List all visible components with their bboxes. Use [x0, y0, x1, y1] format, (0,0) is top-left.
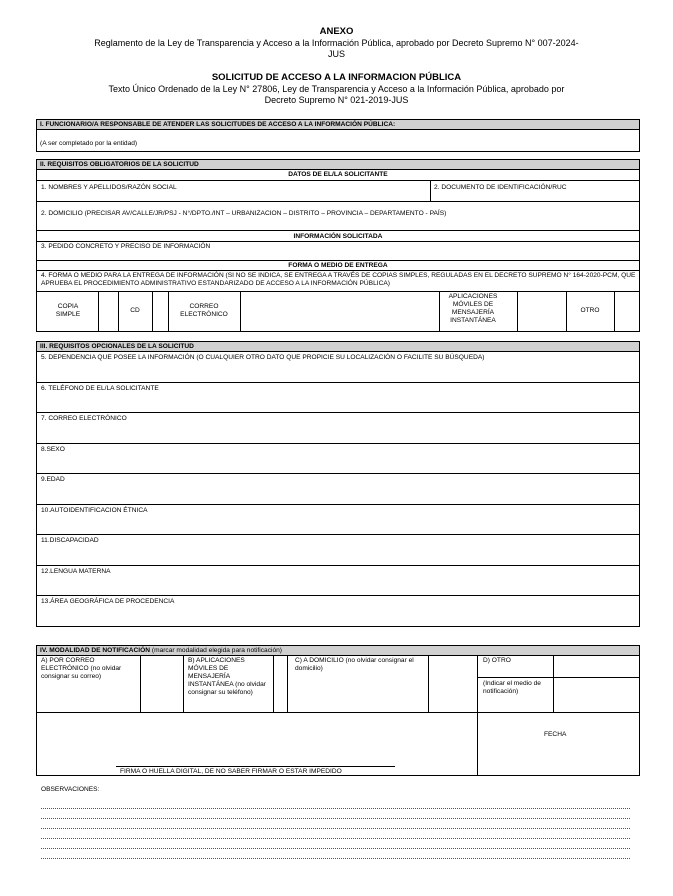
notify-other-field[interactable]	[554, 678, 639, 712]
geographic-area-field[interactable]	[37, 596, 639, 626]
delivery-method-label: 4. FORMA O MEDIO PARA LA ENTREGA DE INFORMACIÓN (SI NO SE INDICA, SE ENTREGA A TRAVÉS DE COPIAS SIMPLES, REGULADAS EN EL DECRETO SUPREMO N° 164-2020-PCM, QUE APRUEBA EL PROCEDIMIENTO ADMINISTRATIVO ESTANDARIZADO DE ACCESO A LA INFORMACIÓN PÚBLICA)	[41, 272, 636, 287]
sex-field[interactable]	[37, 444, 639, 473]
option-other-checkbox[interactable]	[615, 292, 639, 332]
age-field[interactable]	[37, 474, 639, 504]
address-field[interactable]	[37, 202, 639, 230]
request-title: SOLICITUD DE ACCESO A LA INFORMACION PÚBLICA	[211, 72, 462, 83]
email-field[interactable]	[37, 413, 639, 443]
observation-line	[41, 858, 630, 859]
notify-home-checkbox[interactable]	[429, 656, 477, 712]
phone-label: 6. TELÉFONO DE EL/LA SOLICITANTE	[41, 385, 159, 392]
option-copy-label: COPIA SIMPLE	[55, 303, 81, 318]
section-4-title	[40, 647, 282, 655]
option-cd-label: CD	[130, 307, 140, 314]
sex-label: 8.SEXO	[41, 446, 65, 453]
notify-other-checkbox[interactable]	[554, 656, 639, 677]
option-apps-label: APLICACIONES MÓVILES DE MENSAJERÍA INSTANTÁNEA	[448, 293, 498, 324]
notify-apps-checkbox[interactable]	[274, 656, 287, 712]
annex-title: ANEXO	[319, 26, 354, 37]
request-subtitle: Texto Único Ordenado de la Ley N° 27806, Ley de Transparencia y Acceso a la Información Pública, aprobado por Decreto Supremo N° 021-2019-JUS	[108, 84, 565, 105]
request-field[interactable]	[37, 242, 639, 260]
option-other-label: OTRO	[580, 307, 600, 314]
entity-note: (A ser completado por la entidad)	[40, 140, 138, 147]
geographic-area-label: 13.ÁREA GEOGRÁFICA DE PROCEDENCIA	[41, 598, 175, 605]
notify-home-label: C) A DOMICILIO (no olvidar consignar el domicilio)	[295, 657, 414, 672]
disability-label: 11.DISCAPACIDAD	[41, 537, 99, 544]
date-field[interactable]	[478, 713, 639, 775]
option-email-field[interactable]	[241, 292, 439, 332]
notify-other-label: D) OTRO	[483, 657, 511, 664]
notify-other-note: (Indicar el medio de notificación)	[483, 680, 541, 695]
notify-email-checkbox[interactable]	[141, 656, 183, 712]
notify-email-label: A) POR CORREO ELECTRÓNICO (no olvidar consignar su correo)	[41, 657, 122, 680]
observation-line	[41, 808, 630, 809]
language-label: 12.LENGUA MATERNA	[41, 568, 111, 575]
annex-subtitle: Reglamento de la Ley de Transparencia y Acceso a la Información Pública, aprobado por Decreto Supremo N° 007-2024-JUS	[94, 38, 579, 59]
section-4-title-note: (marcar modalidad elegida para notificación)	[151, 646, 282, 654]
delivery-method-header: FORMA O MEDIO DE ENTREGA	[288, 262, 388, 269]
observation-line	[41, 838, 630, 839]
request-field-label: 3. PEDIDO CONCRETO Y PRECISO DE INFORMACIÓN	[41, 243, 211, 250]
name-field-label: 1. NOMBRES Y APELLIDOS/RAZÓN SOCIAL	[41, 184, 177, 191]
section-4-title-text: IV. MODALIDAD DE NOTIFICACIÓN	[40, 646, 151, 654]
email-label: 7. CORREO ELECTRÓNICO	[41, 415, 127, 422]
id-document-label: 2. DOCUMENTO DE IDENTIFICACIÓN/RUC	[434, 184, 567, 191]
ethnic-label: 10.AUTOIDENTIFICACION ÉTNICA	[41, 507, 148, 514]
ethnic-field[interactable]	[37, 505, 639, 534]
date-label: FECHA	[544, 731, 567, 738]
language-field[interactable]	[37, 566, 639, 595]
name-field[interactable]	[37, 181, 430, 201]
observation-line	[41, 818, 630, 819]
option-copy-checkbox[interactable]	[99, 292, 118, 332]
requested-info-header: INFORMACIÓN SOLICITADA	[293, 233, 383, 240]
observation-line	[41, 828, 630, 829]
option-email-label: CORREO ELECTRÓNICO	[180, 303, 228, 318]
section-2-title: II. REQUISITOS OBLIGATORIOS DE LA SOLICITUD	[40, 160, 199, 168]
applicant-data-header: DATOS DE EL/LA SOLICITANTE	[288, 171, 388, 178]
age-label: 9.EDAD	[41, 476, 65, 483]
section-1-title: I. FUNCIONARIO/A RESPONSABLE DE ATENDER LAS SOLICITUDES DE ACCESO A LA INFORMACIÓN PÚBLICA:	[40, 120, 396, 128]
observations-label: OBSERVACIONES:	[41, 786, 100, 793]
responsible-officer-field[interactable]	[37, 130, 639, 151]
dependency-field[interactable]	[37, 352, 639, 382]
option-apps-checkbox[interactable]	[518, 292, 566, 332]
id-document-field[interactable]	[431, 181, 639, 201]
signature-label: FIRMA O HUELLA DIGITAL, DE NO SABER FIRMAR O ESTAR IMPEDIDO	[120, 768, 342, 775]
notify-apps-label: B) APLICACIONES MÓVILES DE MENSAJERÍA INSTANTÁNEA (no olvidar consignar su teléfono)	[188, 657, 266, 696]
section-3-title: III. REQUISITOS OPCIONALES DE LA SOLICITUD	[40, 342, 194, 350]
disability-field[interactable]	[37, 535, 639, 565]
observation-line	[41, 848, 630, 849]
option-cd-checkbox[interactable]	[153, 292, 168, 332]
dependency-label: 5. DEPENDENCIA QUE POSEE LA INFORMACIÓN (O CUALQUIER OTRO DATO QUE PROPICIE SU LOCALIZACIÓN O FACILITE SU BÚSQUEDA)	[41, 354, 485, 361]
address-field-label: 2. DOMICILIO (PRECISAR AV/CALLE/JR/PSJ - N°/DPTO./INT – URBANIZACION – DISTRITO – PROVINCIA – DEPARTAMENTO - PAÍS)	[41, 210, 447, 217]
phone-field[interactable]	[37, 383, 639, 412]
